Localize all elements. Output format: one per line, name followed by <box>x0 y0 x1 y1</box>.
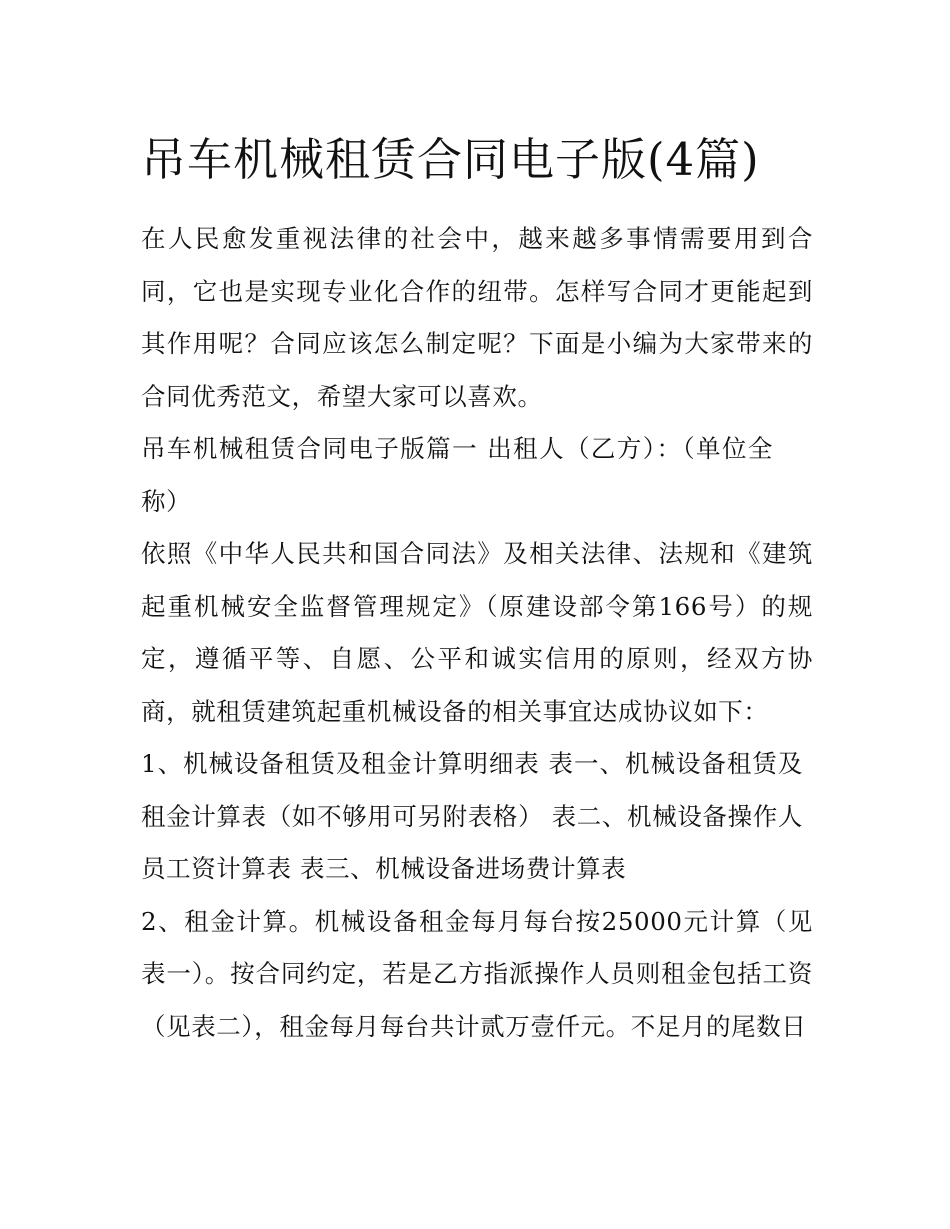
paragraph-clause-2: 2、租金计算。机械设备租金每月每台按25000元计算（见表一）。按合同约定，若是乙方指派操作人员则租金包括工资（见表二），租金每月每台共计贰万壹仟元。不足月的尾数日 <box>141 906 813 1041</box>
paragraph-clause-1: 1、机械设备租赁及租金计算明细表 表一、机械设备租赁及租金计算表（如不够用可另附表格） 表二、机械设备操作人员工资计算表 表三、机械设备进场费计算表 <box>141 749 803 883</box>
document-title: 吊车机械租赁合同电子版(4篇) <box>141 133 760 186</box>
paragraph-intro: 在人民愈发重视法律的社会中，越来越多事情需要用到合同，它也是实现专业化合作的纽带。怎样写合同才更能起到其作用呢？合同应该怎么制定呢？下面是小编为大家带来的合同优秀范文，希望大家可以喜欢。 <box>141 224 813 411</box>
document-body <box>141 118 813 1053</box>
paragraph-legal-basis: 依照《中华人民共和国合同法》及相关法律、法规和《建筑起重机械安全监督管理规定》（原建设部令第166号）的规定，遵循平等、自愿、公平和诚实信用的原则，经双方协商，就租赁建筑起重机械设备的相关事宜达成协议如下： <box>141 539 813 726</box>
paragraph-lessor: 吊车机械租赁合同电子版篇一 出租人（乙方）：（单位全称） <box>141 434 773 516</box>
